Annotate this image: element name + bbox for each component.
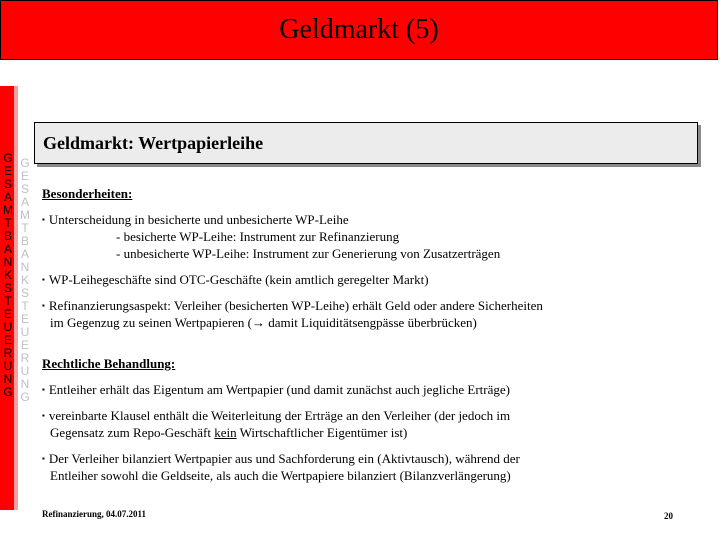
section-title: Geldmarkt: Wertpapierleihe — [43, 132, 264, 153]
underlined-word: kein — [214, 425, 237, 440]
bullet-unterscheidung — [42, 211, 682, 262]
bullet-icon: ▪ — [42, 454, 45, 463]
footer-left: Refinanzierung, 04.07.2011 — [42, 509, 147, 519]
arrow-right-icon: → — [251, 315, 265, 330]
bullet-icon: ▪ — [42, 411, 45, 420]
bullet-klausel — [42, 407, 682, 441]
bullet-text: Entleiher erhält das Eigentum am Wertpapier (und damit zunächst auch jegliche Erträge) — [48, 382, 510, 397]
sub-line: - unbesicherte WP-Leihe: Instrument zur Generierung von Zusatzerträgen — [116, 246, 501, 261]
heading-besonderheiten: Besonderheiten: — [42, 186, 133, 201]
bullet-text: vereinbarte Klausel enthält die Weiterleitung der Erträge an den Verleiher (der jedoch im — [48, 408, 511, 423]
bullet-icon: ▪ — [42, 385, 45, 394]
sub-line: - besicherte WP-Leihe: Instrument zur Refinanzierung — [116, 229, 400, 244]
heading-rechtliche-behandlung: Rechtliche Behandlung: — [42, 356, 176, 371]
bullet-icon: ▪ — [42, 275, 45, 284]
slide-title: Geldmarkt (5) — [279, 14, 439, 45]
page-number: 20 — [664, 511, 673, 521]
bullet-text: WP-Leihegeschäfte sind OTC-Geschäfte (kein amtlich geregelter Markt) — [48, 272, 429, 287]
bullet-otc — [42, 271, 682, 288]
title-bar — [0, 0, 718, 60]
bullet-icon: ▪ — [42, 215, 45, 224]
bullet-text: Gegensatz zum Repo-Geschäft — [50, 425, 215, 440]
bullet-icon: ▪ — [42, 301, 45, 310]
side-vertical-text: GESAMTBANKSTEUERUNG — [3, 151, 13, 399]
bullet-text: damit Liquiditätsengpässe überbrücken) — [264, 315, 477, 330]
bullet-text: im Gegenzug zu seinen Wertpapieren ( — [50, 315, 252, 330]
bullet-text: Wirtschaftlicher Eigentümer ist) — [236, 425, 408, 440]
bullet-text: Unterscheidung in besicherte und unbesicherte WP-Leihe — [48, 212, 349, 227]
side-watermark-text: GESAMTBANKSTEUERUNG — [20, 156, 30, 404]
section-title-box — [34, 122, 698, 164]
bullet-verleiher — [42, 450, 682, 484]
bullet-entleiher — [42, 381, 682, 398]
bullet-text: Refinanzierungsaspekt: Verleiher (besicherten WP-Leihe) erhält Geld oder andere Sicherheiten — [48, 298, 543, 313]
bullet-refinanzierung — [42, 297, 682, 331]
bullet-text: Der Verleiher bilanziert Wertpapier aus und Sachforderung ein (Aktivtausch), während der — [48, 451, 520, 466]
bullet-text: Entleiher sowohl die Geldseite, als auch die Wertpapiere bilanziert (Bilanzverlängerung) — [50, 468, 511, 483]
